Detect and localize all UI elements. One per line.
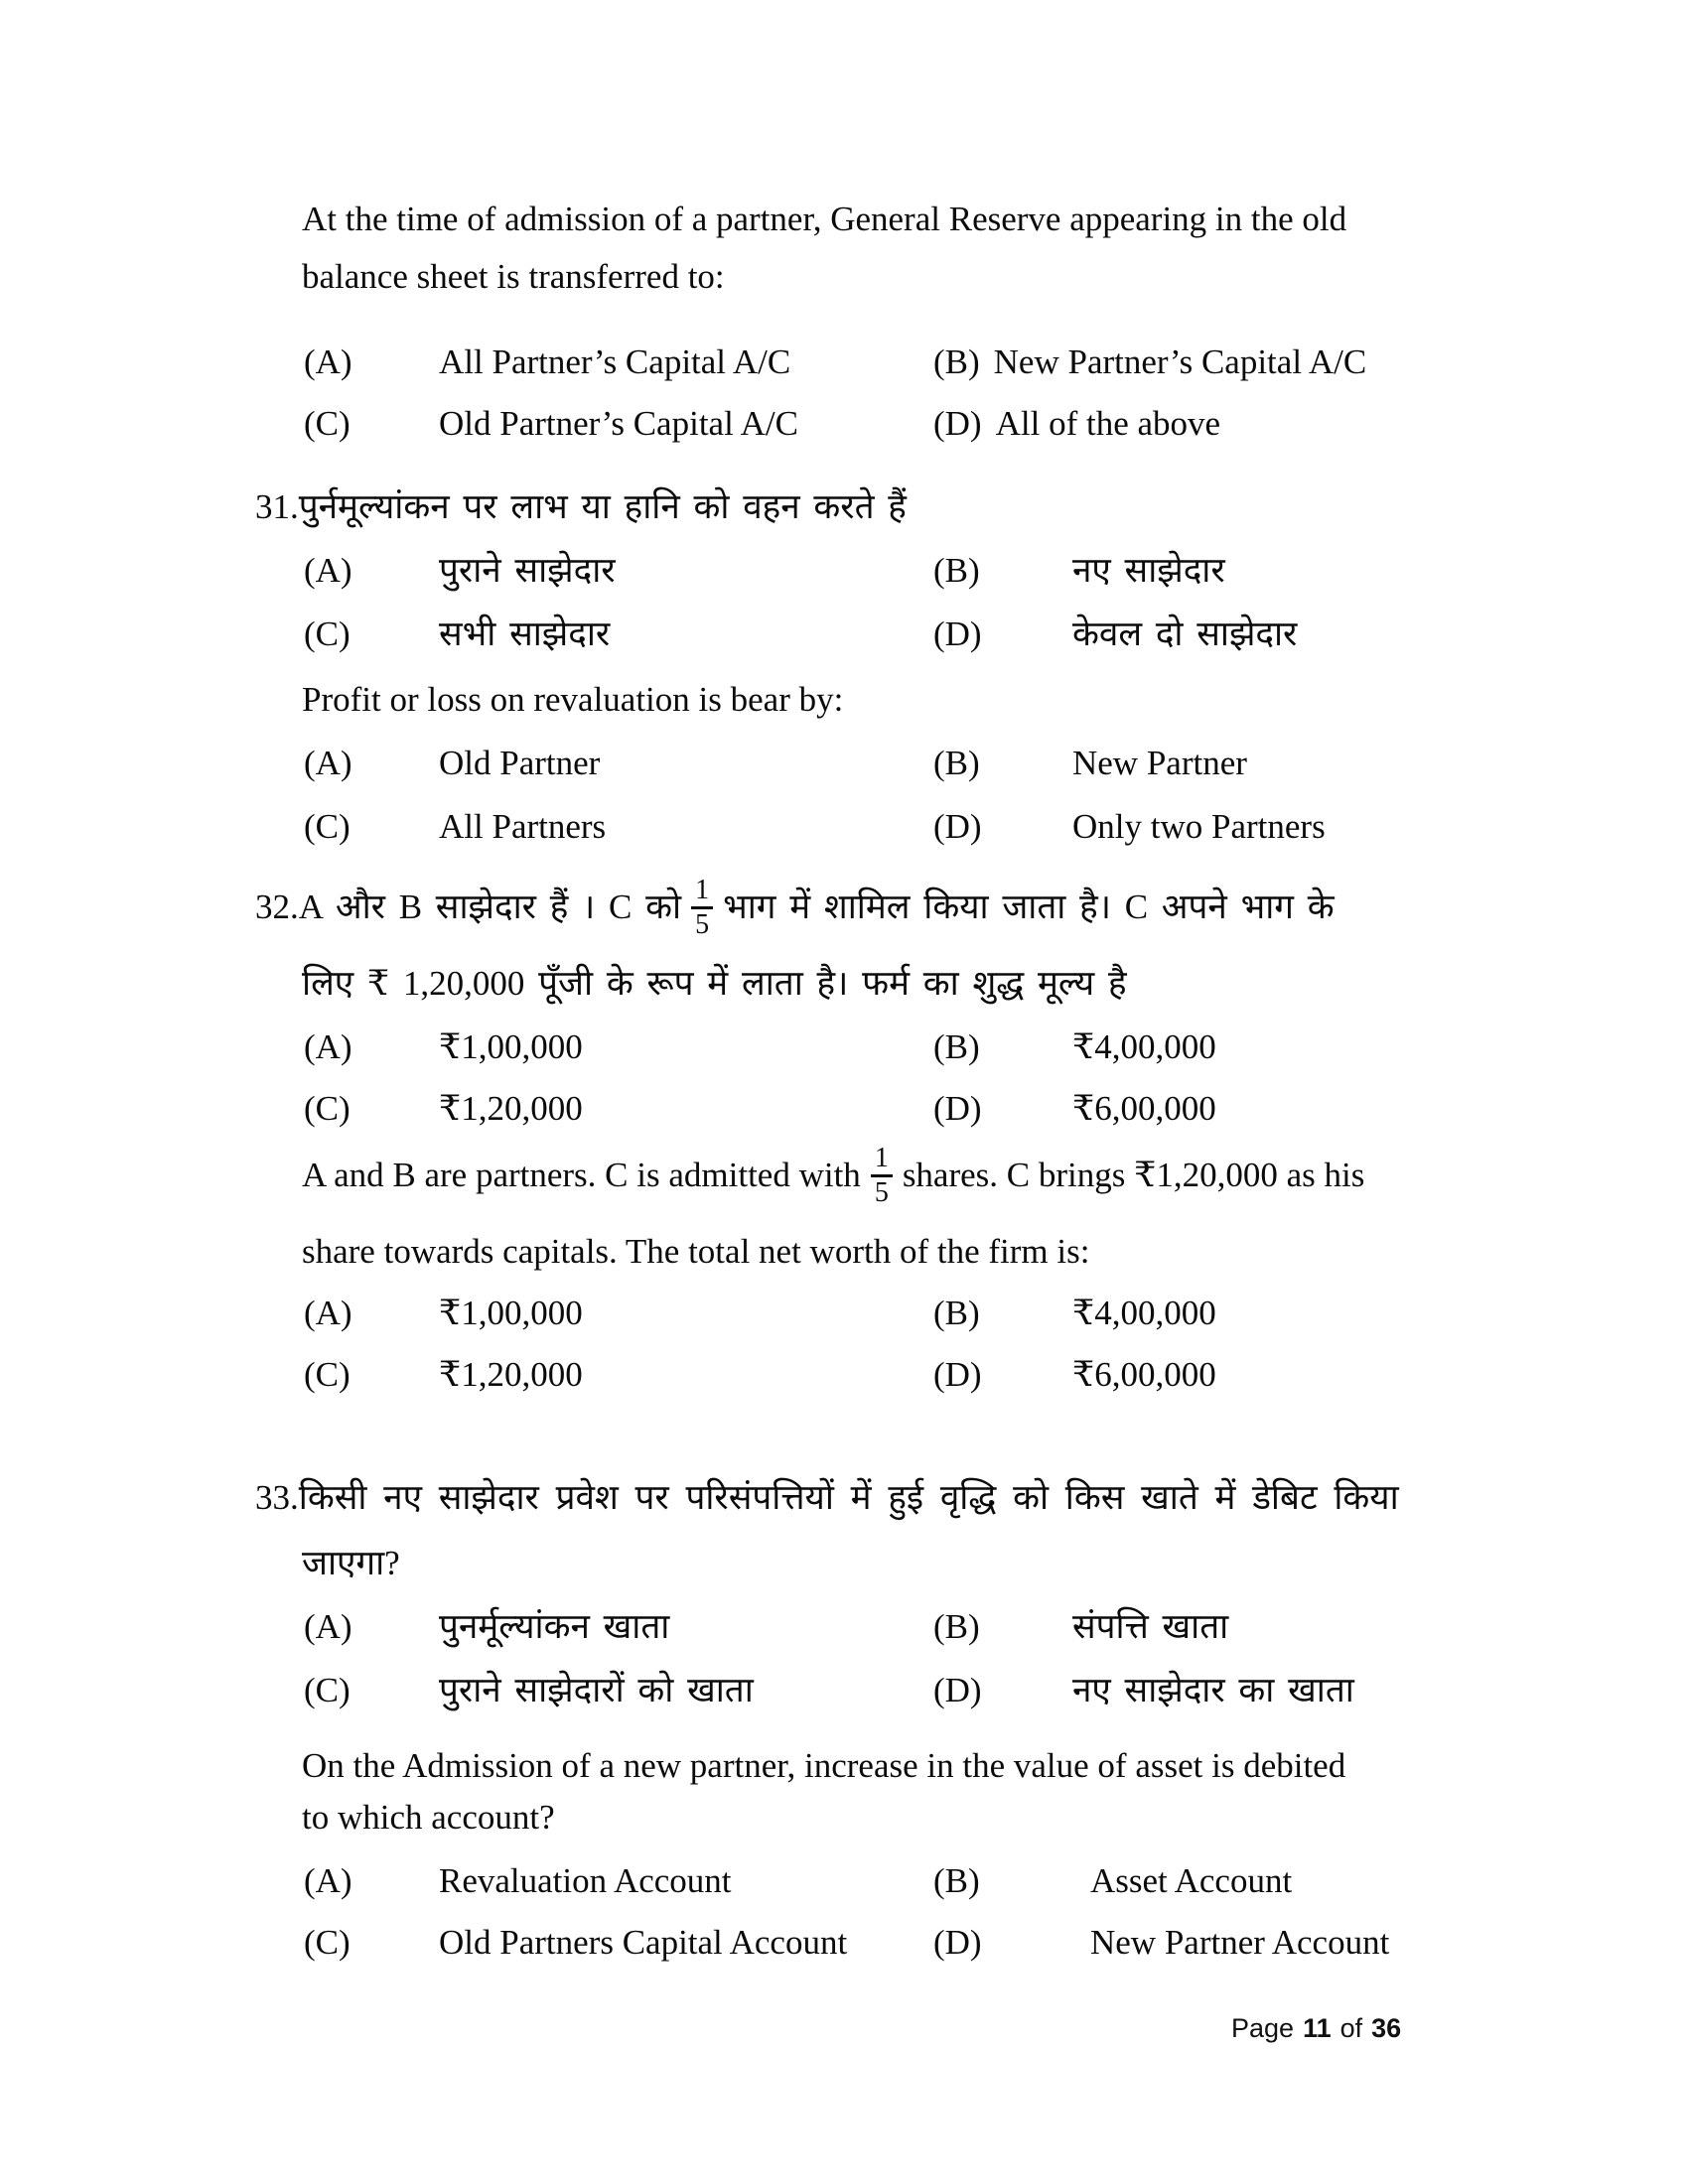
q33-hindi-options-row1 — [304, 1604, 1585, 1650]
q31-eopt-c-text: All Partners — [439, 807, 607, 846]
q30-stem-line1: At the time of admission of a partner, General Reserve appearing in the old — [302, 200, 1347, 238]
q33-eopt-a-text: Revaluation Account — [439, 1861, 732, 1900]
q32-eopt-a-text: ₹1,00,000 — [439, 1294, 583, 1332]
q32-eopt-c-letter: (C) — [304, 1355, 351, 1394]
q31-eopt-a-text: Old Partner — [439, 744, 601, 782]
q30-option-d-letter: (D) — [933, 404, 982, 443]
q33-eopt-d-text: New Partner Account — [1090, 1923, 1390, 1962]
q30-option-a-letter: (A) — [304, 342, 352, 381]
q32-english-options-row2 — [304, 1352, 1585, 1398]
q32-hindi-stem-line1 — [255, 862, 1335, 953]
q31-hindi-text: पुर्नमूल्यांकन पर लाभ या हानि को वहन करते हैं — [298, 487, 907, 526]
q32-hindi-line1-pre: A और B साझेदार हैं । C को — [298, 887, 682, 926]
q32-hopt-b-text: ₹4,00,000 — [1072, 1027, 1216, 1066]
q33-eopt-b-letter: (B) — [933, 1861, 980, 1900]
q30-option-b-letter: (B) — [933, 342, 980, 381]
q31-hopt-d-text: केवल दो साझेदार — [1072, 614, 1298, 653]
q32-hindi-options-row2 — [304, 1086, 1585, 1132]
q30-option-a-text: All Partner’s Capital A/C — [439, 342, 791, 381]
fraction-numerator-english: 1 — [871, 1143, 893, 1176]
q30-option-b — [933, 340, 1585, 385]
q31-eopt-a-letter: (A) — [304, 744, 352, 782]
q31-hopt-a-text: पुराने साझेदार — [439, 551, 616, 590]
footer-current-page: 11 — [1303, 2013, 1332, 2043]
q32-english-line1-post: shares. C brings ₹1,20,000 as his — [902, 1156, 1365, 1194]
q31-english-options-row1 — [304, 741, 1585, 786]
q33-english-stem-line2: to which account? — [302, 1798, 555, 1837]
q31-hopt-c-text: सभी साझेदार — [439, 614, 611, 653]
fraction-numerator: 1 — [691, 875, 713, 908]
q33-hopt-a-letter: (A) — [304, 1607, 352, 1646]
q33-english-options-row2 — [304, 1920, 1585, 1966]
footer-of-label: of — [1339, 2013, 1363, 2043]
q30-options-row1 — [304, 340, 1585, 385]
q31-hindi-options-row1 — [304, 548, 1585, 594]
q31-hopt-b-letter: (B) — [933, 551, 980, 590]
q31-eopt-d-letter: (D) — [933, 807, 982, 846]
q31-eopt-b-letter: (B) — [933, 744, 980, 782]
footer-total-pages: 36 — [1371, 2013, 1402, 2043]
q32-hopt-d-letter: (D) — [933, 1089, 982, 1128]
q30-stem-line2: balance sheet is transferred to: — [302, 257, 725, 296]
q31-hopt-c-letter: (C) — [304, 614, 351, 653]
q33-english-stem-line1: On the Admission of a new partner, increase in the value of asset is debited — [302, 1746, 1346, 1785]
q32-english-line1-pre: A and B are partners. C is admitted with — [302, 1156, 861, 1194]
q33-hopt-b-letter: (B) — [933, 1607, 980, 1646]
q32-number: 32. — [255, 887, 299, 926]
q33-hopt-c-text: पुराने साझेदारों को खाता — [439, 1671, 754, 1709]
q32-hopt-a-letter: (A) — [304, 1027, 352, 1066]
q31-hopt-d-letter: (D) — [933, 614, 982, 653]
q33-hopt-a-text: पुनर्मूल्यांकन खाता — [439, 1607, 670, 1646]
q32-eopt-b-text: ₹4,00,000 — [1072, 1294, 1216, 1332]
q32-hopt-c-text: ₹1,20,000 — [439, 1089, 583, 1128]
q30-option-c-letter: (C) — [304, 404, 351, 443]
q33-hindi-stem-line2: जाएगा? — [302, 1544, 400, 1582]
q31-eopt-b-text: New Partner — [1072, 744, 1247, 782]
q31-hopt-b-text: नए साझेदार — [1072, 551, 1225, 590]
q30-option-b-text: New Partner’s Capital A/C — [993, 342, 1367, 381]
fraction-denominator: 5 — [695, 908, 710, 940]
q30-option-c-text: Old Partner’s Capital A/C — [439, 404, 798, 443]
q33-eopt-b-text: Asset Account — [1090, 1861, 1293, 1900]
q33-eopt-c-letter: (C) — [304, 1923, 351, 1962]
q31-hindi-options-row2 — [304, 612, 1585, 657]
q32-eopt-a-letter: (A) — [304, 1294, 352, 1332]
fraction-denominator-english: 5 — [874, 1176, 889, 1208]
q32-english-stem-line1 — [302, 1130, 1364, 1221]
q33-number: 33. — [255, 1478, 299, 1517]
q32-hindi-options-row1 — [304, 1024, 1585, 1070]
q30-option-d-text: All of the above — [995, 404, 1221, 443]
q31-hindi-stem — [255, 484, 907, 530]
q31-eopt-c-letter: (C) — [304, 807, 351, 846]
q32-english-stem-line2: share towards capitals. The total net worth of the firm is: — [302, 1232, 1090, 1271]
q32-eopt-b-letter: (B) — [933, 1294, 980, 1332]
q31-english-options-row2 — [304, 804, 1585, 850]
q33-hopt-d-letter: (D) — [933, 1671, 982, 1709]
q32-hindi-stem-line2: लिए ₹ 1,20,000 पूँजी के रूप में लाता है। फर्म का शुद्ध मूल्य है — [302, 964, 1127, 1003]
q32-english-options-row1 — [304, 1291, 1585, 1336]
q32-hopt-c-letter: (C) — [304, 1089, 351, 1128]
q31-hopt-a-letter: (A) — [304, 551, 352, 590]
q32-eopt-d-text: ₹6,00,000 — [1072, 1355, 1216, 1394]
q30-option-d — [933, 401, 1585, 447]
q33-hindi-stem-line1 — [255, 1475, 1399, 1521]
q32-eopt-c-text: ₹1,20,000 — [439, 1355, 583, 1394]
q31-english-stem: Profit or loss on revaluation is bear by: — [302, 680, 844, 719]
q33-english-options-row1 — [304, 1858, 1585, 1904]
q32-hopt-a-text: ₹1,00,000 — [439, 1027, 583, 1066]
q32-eopt-d-letter: (D) — [933, 1355, 982, 1394]
one-fifth-fraction — [691, 875, 713, 940]
q33-eopt-c-text: Old Partners Capital Account — [439, 1923, 848, 1962]
q32-hopt-b-letter: (B) — [933, 1027, 980, 1066]
q33-hopt-b-text: संपत्ति खाता — [1072, 1607, 1229, 1646]
q33-eopt-a-letter: (A) — [304, 1861, 352, 1900]
q30-options-row2 — [304, 401, 1585, 447]
q31-eopt-d-text: Only two Partners — [1072, 807, 1326, 846]
q33-eopt-d-letter: (D) — [933, 1923, 982, 1962]
q32-hopt-d-text: ₹6,00,000 — [1072, 1089, 1216, 1128]
footer-page-label: Page — [1231, 2013, 1295, 2043]
q33-hindi-options-row2 — [304, 1668, 1585, 1713]
q33-hopt-d-text: नए साझेदार का खाता — [1072, 1671, 1354, 1709]
q33-hopt-c-letter: (C) — [304, 1671, 351, 1709]
q33-hindi-line1: किसी नए साझेदार प्रवेश पर परिसंपत्तियों में हुई वृद्धि को किस खाते में डेबिट किया — [298, 1478, 1399, 1517]
q31-number: 31. — [255, 487, 299, 526]
q32-hindi-line1-post: भाग में शामिल किया जाता है। C अपने भाग के — [723, 887, 1335, 926]
one-fifth-fraction-english — [871, 1143, 893, 1208]
page-footer — [1231, 2013, 1401, 2044]
